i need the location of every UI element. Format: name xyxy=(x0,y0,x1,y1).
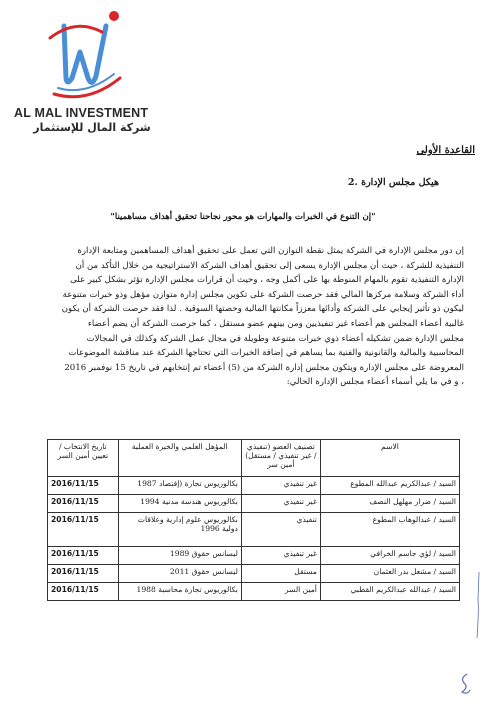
paragraph-line: أداء الشركة وسلامة مركزها المالي فقد حرصت الشركة على تكوين مجلس إدارة متوازن مؤهل وذو خبرات متنوعة xyxy=(62,289,464,300)
member-date: 2016/11/15 xyxy=(48,495,119,513)
board-members-table xyxy=(47,439,460,601)
section-heading xyxy=(340,177,439,188)
table-row xyxy=(48,495,460,513)
table-row xyxy=(48,477,460,495)
member-name: السيد / مشعل بدر العثمان xyxy=(320,565,459,583)
paragraph-line: الإدارة التنفيذية تقوم بالمهام المنوطة بها على أكمل وجه ، وحيث أن قرارات مجلس الإدارة تؤثر بشكل كبير على xyxy=(70,275,464,286)
paragraph-line: ليكون ذو تأثير إيجابي على الشركة وأدائها معززاً مكانتها المالية وحصتها السوقية . لذا فقد حرصت الشركة أن يكون xyxy=(61,304,464,315)
handwritten-signature xyxy=(458,672,472,696)
member-classification: أمين السر xyxy=(241,583,320,601)
table-row xyxy=(48,565,460,583)
member-classification: غير تنفيذي xyxy=(241,477,320,495)
header-qualification: المؤهل العلمي والخبرة العملية xyxy=(118,440,241,477)
header-name: الاسم xyxy=(320,440,459,477)
section-number: .2 xyxy=(347,177,358,188)
member-qualification: بكالوريوس هندسة مدنية 1994 xyxy=(118,495,241,513)
member-qualification: ليسانس حقوق 2011 xyxy=(118,565,241,583)
paragraph-line: غالبية أعضاء المجلس هم أعضاء غير تنفيذيين ومن بينهم عضو مستقل ، كما حرصت الشركة أن يضم أعضاء xyxy=(87,318,464,329)
table-row xyxy=(48,513,460,547)
logo-emblem-icon xyxy=(36,8,136,104)
table-row xyxy=(48,583,460,601)
member-date: 2016/11/15 xyxy=(48,513,119,547)
paragraph-line: مجلس الإدارة ضمن تشكيله أعضاء ذوي خبرات متنوعة وطويلة في مجال عمل الشركة وكذلك في المجالات xyxy=(86,333,464,344)
member-classification: غير تنفيذي xyxy=(241,495,320,513)
member-qualification: بكالوريوس تجارة محاسبة 1988 xyxy=(118,583,241,601)
member-date: 2016/11/15 xyxy=(48,547,119,565)
rule-title: القاعدة الأولى xyxy=(416,145,475,156)
company-logo xyxy=(10,8,160,134)
member-date: 2016/11/15 xyxy=(48,565,119,583)
member-date: 2016/11/15 xyxy=(48,477,119,495)
member-name: السيد / عبدالوهاب المطوع xyxy=(320,513,459,547)
member-name: السيد / عبدالله عبدالكريم القطبي xyxy=(320,583,459,601)
member-qualification: ليسانس حقوق 1989 xyxy=(118,547,241,565)
header-classification: تصنيف العضو (تنفيذي / غير تنفيذي / مستقل) أمين سر xyxy=(241,440,320,477)
member-classification: مستقل xyxy=(241,565,320,583)
quote-text: "إن التنوع في الخبرات والمهارات هو محور نجاحنا تحقيق أهداف مساهمينا" xyxy=(110,212,376,222)
company-name-en: AL MAL INVESTMENT xyxy=(14,106,149,120)
body-paragraph xyxy=(60,244,464,390)
section-title: هيكل مجلس الإدارة xyxy=(361,177,439,188)
table-row xyxy=(48,547,460,565)
paragraph-line: إن دور مجلس الإدارة في الشركة يمثل نقطة التوازن التي تعمل على تحقيق أهداف المساهمين ومتابعة الإدارة xyxy=(77,246,464,256)
member-name: السيد / ضرار مهلهل النصف xyxy=(320,495,459,513)
member-name: السيد / عبدالكريم عبدالله المطوع xyxy=(320,477,459,495)
paragraph-line: التنفيذية للشركة ، حيث أن مجلس الإدارة يسعى إلى تحقيق أهداف الشركة الاستراتيجية من خلال التأكد من أن xyxy=(75,260,464,271)
paragraph-line: المحاسبية والمالية والقانونية والفنية بما يساهم في إضافة الخبرات التي تحتاجها الشركة عند مناقشة الموضوعات xyxy=(68,348,464,359)
header-date: تاريخ الانتخاب / تعيين أمين السر xyxy=(48,440,119,477)
paragraph-line: المعروضة على مجلس الإدارة ويتكون مجلس إدارة الشركة من (5) أعضاء تم إنتخابهم في تاريخ 15 نوفمبر 2016 xyxy=(64,362,464,373)
member-classification: غير تنفيذي xyxy=(241,547,320,565)
member-qualification: بكالوريوس علوم إدارية وعلاقات دولية 1996 xyxy=(118,513,241,547)
paragraph-line: ، و في ما يلي أسماء أعضاء مجلس الإدارة الحالي: xyxy=(286,377,464,388)
member-date: 2016/11/15 xyxy=(48,583,119,601)
member-qualification: بكالوريوس تجارة (إقتصاد 1987 xyxy=(118,477,241,495)
company-name-ar: شركة المال للإستثمار xyxy=(33,121,151,134)
table-header-row xyxy=(48,440,460,477)
member-name: السيد / لؤي جاسم الخرافي xyxy=(320,547,459,565)
member-classification: تنفيذي xyxy=(241,513,320,547)
margin-signature-mark xyxy=(474,570,484,640)
